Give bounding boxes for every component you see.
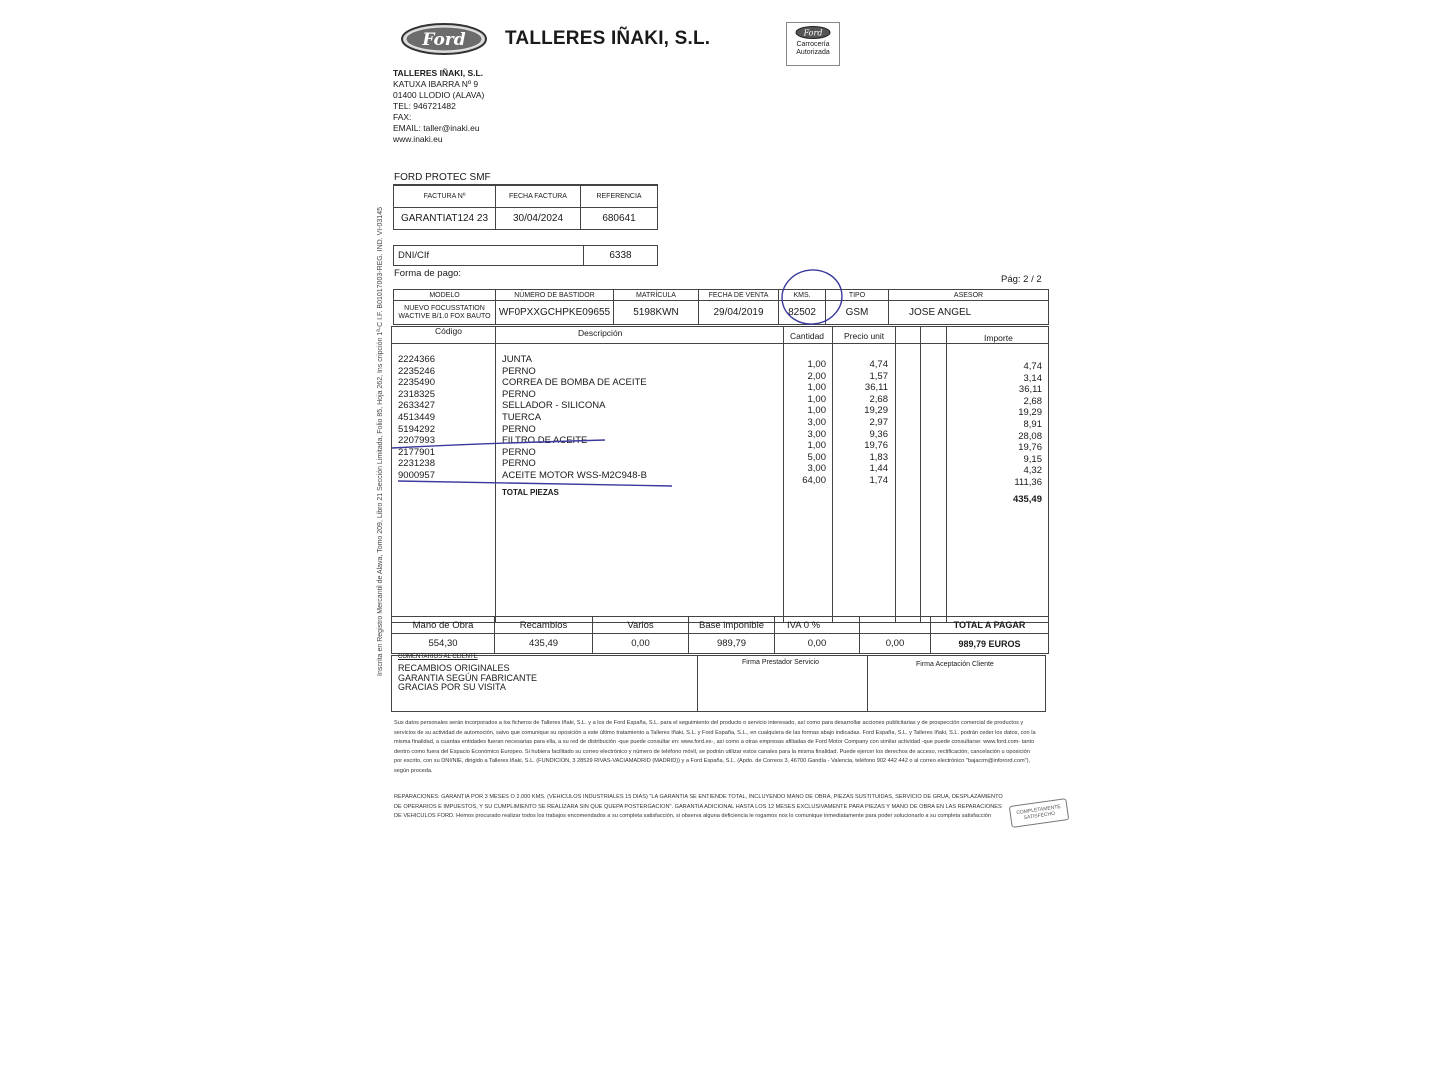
ford-badge-icon xyxy=(795,26,831,39)
badge-line1: Carrocería xyxy=(796,41,830,48)
item-code: 2231238 xyxy=(398,458,435,470)
svg-text:Ford: Ford xyxy=(803,28,823,38)
sign-divider xyxy=(697,655,698,712)
item-amount: 2,68 xyxy=(1023,395,1042,407)
item-price: 2,68 xyxy=(869,393,888,405)
item-code: 2633427 xyxy=(398,400,435,412)
recambios-value: 435,49 xyxy=(495,634,593,654)
item-description: CORREA DE BOMBA DE ACEITE xyxy=(502,377,647,389)
ford-logo-text: Ford xyxy=(422,30,466,50)
item-amount: 9,15 xyxy=(1023,453,1042,465)
items-amounts xyxy=(980,361,1042,489)
item-description: PERNO xyxy=(502,423,536,435)
item-description: TUERCA xyxy=(502,411,542,423)
item-quantity: 3,00 xyxy=(807,416,826,428)
item-price: 1,44 xyxy=(869,463,888,475)
item-price: 19,29 xyxy=(864,405,888,417)
item-amount: 19,76 xyxy=(1018,442,1042,454)
vehicle-header: ASESOR xyxy=(889,290,1049,301)
vehicle-vin: WF0PXXGCHPKE09655 xyxy=(496,301,614,325)
sign-divider xyxy=(867,655,868,712)
col-divider xyxy=(832,326,833,623)
item-amount: 8,91 xyxy=(1023,418,1042,430)
company-tel: TEL: 946721482 xyxy=(393,101,456,111)
vehicle-advisor: JOSE ANGEL xyxy=(889,301,1049,325)
company-email: EMAIL: taller@inaki.eu xyxy=(393,123,480,133)
firma-cliente: Firma Aceptación Cliente xyxy=(916,661,994,668)
vehicle-header: MATRÍCULA xyxy=(614,290,699,301)
company-city: 01400 LLODIO (ALAVA) xyxy=(393,90,485,100)
total-pagar-value: 989,79 EUROS xyxy=(931,634,1049,654)
item-amount: 3,14 xyxy=(1023,372,1042,384)
badge-line2: Autorizada xyxy=(796,49,830,56)
item-quantity: 1,00 xyxy=(807,393,826,405)
iva-base-value: 0,00 xyxy=(775,634,860,654)
legal-repairs: REPARACIONES: GARANTIA POR 3 MESES O 2.000 KMS. (VEHICULOS INDUSTRIALES 15 DIAS) "LA GARANTIA SE ENTIENDE TOTAL, INCLUYENDO MANO DE OBRA, PIEZAS SUSTITUIDAS, SERVICIO DE GRUA, DESPLAZAMIENTO DE OPERARIOS E IMPUESTOS, Y SU CUMPLIMIENTO SE REALIZARA SIN QUE QUEPA POSTERGACION". GARANTIA ADICIONAL HASTA LOS 12 MESES EXCLUSIVAMENTE PARA PIEZAS Y MANO DE OBRA EN LAS REPARACIONES DE VEHICULOS FORD. Hemos procurado realizar todos los trabajos encomendados a su completa satisfacción, si observa alguna deficiencia le rogamos nos lo comunique inmediatamente para poder solucionarlo a su completa satisfacción xyxy=(394,794,1003,820)
varios-value: 0,00 xyxy=(593,634,689,654)
company-web: www.inaki.eu xyxy=(393,134,443,144)
col-header-precio: Precio unit xyxy=(844,331,885,341)
comments-title: COMENTARIOS AL CLIENTE xyxy=(398,654,478,660)
item-quantity: 64,00 xyxy=(802,474,826,486)
vehicle-model: NUEVO FOCUSSTATION WACTIVE B/1.0 FOX BAUTO xyxy=(394,301,496,325)
vehicle-table xyxy=(393,289,1049,325)
item-description: JUNTA xyxy=(502,354,532,365)
total-pagar-label: TOTAL A PAGAR xyxy=(931,617,1049,634)
vehicle-kms: 82502 xyxy=(779,301,826,325)
item-code: 4513449 xyxy=(398,411,435,423)
dni-label: DNI/CIf xyxy=(394,246,584,266)
comment-line: GRACIAS POR SU VISITA xyxy=(398,682,506,692)
invoice-table xyxy=(393,185,658,230)
items-header-line xyxy=(391,343,1049,344)
total-piezas-value: 435,49 xyxy=(1012,494,1042,505)
iva-cuota-value: 0,00 xyxy=(860,634,931,654)
item-amount: 4,74 xyxy=(1023,361,1042,372)
items-box xyxy=(391,326,1049,623)
item-description: ACEITE MOTOR WSS-M2C948-B xyxy=(502,469,647,481)
dni-table xyxy=(393,245,658,266)
varios-label: Varios xyxy=(593,617,689,634)
mano-obra-value: 554,30 xyxy=(392,634,495,654)
item-price: 19,76 xyxy=(864,440,888,452)
item-price: 9,36 xyxy=(869,428,888,440)
item-quantity: 2,00 xyxy=(807,370,826,382)
item-price: 2,97 xyxy=(869,416,888,428)
item-amount: 111,36 xyxy=(1014,476,1042,488)
vehicle-header: KMS. xyxy=(779,290,826,301)
client-name: FORD PROTEC SMF xyxy=(394,172,491,183)
item-quantity: 3,00 xyxy=(807,428,826,440)
item-quantity: 3,00 xyxy=(807,463,826,475)
vehicle-header: MODELO xyxy=(394,290,496,301)
items-codes xyxy=(398,354,435,482)
item-quantity: 1,00 xyxy=(807,440,826,452)
company-address: KATUXA IBARRA Nº 9 xyxy=(393,79,479,89)
carroceria-badge xyxy=(786,22,840,66)
firma-prestador: Firma Prestador Servicio xyxy=(742,659,820,666)
iva-label: IVA 0 % xyxy=(775,617,860,634)
item-price: 36,11 xyxy=(864,382,888,394)
item-description: PERNO xyxy=(502,458,536,470)
item-code: 2207993 xyxy=(398,435,435,447)
item-code: 9000957 xyxy=(398,469,435,481)
vehicle-header: FECHA DE VENTA xyxy=(699,290,779,301)
company-name: TALLERES IÑAKI, S.L. xyxy=(393,68,484,78)
item-code: 2235246 xyxy=(398,365,435,377)
iva-empty xyxy=(860,617,931,634)
vehicle-plate: 5198KWN xyxy=(614,301,699,325)
total-piezas-label: TOTAL PIEZAS xyxy=(502,488,559,497)
item-description: PERNO xyxy=(502,365,536,377)
invoice-header: REFERENCIA xyxy=(581,186,658,208)
mano-obra-label: Mano de Obra xyxy=(392,617,495,634)
item-code: 2318325 xyxy=(398,388,435,400)
col-divider xyxy=(920,326,921,623)
item-amount: 19,29 xyxy=(1018,407,1042,419)
satisfaction-stamp: COMPLETAMENTE SATISFECHO xyxy=(1009,798,1069,828)
item-amount: 28,08 xyxy=(1018,430,1042,442)
invoice-reference: 680641 xyxy=(581,208,658,230)
dni-value: 6338 xyxy=(584,246,658,266)
ford-logo xyxy=(400,22,488,56)
company-fax: FAX: xyxy=(393,112,412,122)
item-description: FILTRO DE ACEITE xyxy=(502,435,588,447)
col-header-cantidad: Cantidad xyxy=(790,331,825,341)
col-divider xyxy=(495,326,496,623)
item-quantity: 5,00 xyxy=(807,451,826,463)
item-quantity: 1,00 xyxy=(807,382,826,394)
invoice-header: FECHA FACTURA xyxy=(496,186,581,208)
page-number: Pág: 2 / 2 xyxy=(1001,274,1042,285)
col-divider xyxy=(946,326,947,623)
invoice-header: FACTURA Nº xyxy=(394,186,496,208)
item-price: 1,83 xyxy=(869,451,888,463)
item-code: 2224366 xyxy=(398,354,435,365)
item-code: 2177901 xyxy=(398,446,435,458)
item-code: 2235490 xyxy=(398,377,435,389)
item-amount: 4,32 xyxy=(1023,465,1042,477)
item-price: 1,57 xyxy=(869,370,888,382)
comment-line: GARANTIA SEGÚN FABRICANTE xyxy=(398,672,538,683)
totals-table xyxy=(391,616,1049,654)
legal-privacy: Sus datos personales serán incorporados a los ficheros de Talleres Iñaki, S.L. y a los de Ford España, S.L. para el seguimiento del producto o servicio interesado, así como para desarrollar acciones publicitarias y de prospección comercial de productos y servicios de su actividad de automoción, salvo que comunique su oposición a este último tratamiento a Talleres Iñaki, S.L. y Ford España, S.L., en cualquiera de las formas abajo indicadas. Ford España, S.L. y Talleres Iñaki, S.L. podrán ceder los datos, con la misma finalidad, a cuantas entidades fueran necesarias para ella, a su red de distribución -que puede consultar en: www.ford.es-, así como a otras empresas afiliadas de Ford Motor Company con similar actividad -que puede consultarse: www.ford.com- tanto dentro como fuera del Espacio Económico Europeo. Si hubiera facilitado su correo electrónico y número de teléfono móvil, se podrán utilizar estos canales para la misma finalidad. Puede ejercer los derechos de acceso, rectificación, cancelación u oposición por escrito, con su DNI/NIE, dirigido a Talleres Iñaki, S.L. (FUNDICION, 3 28529 RIVAS-VACIAMADRID (MADRID)) y a Ford España, S.L. (Apdo. de Correos 3, 46700 Gandía - Valencia, teléfono 902 442 442 o al correo electrónico "bajacrm@inforord.com"), según proceda. xyxy=(394,720,1036,774)
vehicle-sale-date: 29/04/2019 xyxy=(699,301,779,325)
forma-pago: Forma de pago: xyxy=(394,268,462,279)
item-price: 1,74 xyxy=(869,474,888,486)
vehicle-header: TIPO xyxy=(826,290,889,301)
recambios-label: Recambios xyxy=(495,617,593,634)
items-descriptions xyxy=(502,354,647,482)
items-quantities xyxy=(780,359,826,487)
company-info xyxy=(393,68,484,145)
col-divider xyxy=(895,326,896,623)
comments-text xyxy=(398,664,537,693)
invoice-date: 30/04/2024 xyxy=(496,208,581,230)
base-value: 989,79 xyxy=(689,634,775,654)
item-quantity: 1,00 xyxy=(807,405,826,417)
item-amount: 36,11 xyxy=(1018,384,1042,396)
col-header-codigo: Código xyxy=(435,326,462,336)
items-prices xyxy=(838,359,888,487)
side-registry-text: Inscrita en Registro Mercantil de Alava, Tomo 209, Libro 21 Sección Limitada, Folio 85, Hoja 262, Ins cripción 1ª-C I.F. B01017003-REG. IND. VI-03145 xyxy=(377,207,384,676)
col-header-importe: Importe xyxy=(984,333,1013,343)
item-code: 5194292 xyxy=(398,423,435,435)
item-price: 4,74 xyxy=(869,359,888,370)
vehicle-type: GSM xyxy=(826,301,889,325)
base-label: Base imponible xyxy=(689,617,775,634)
item-description: PERNO xyxy=(502,446,536,458)
item-description: SELLADOR - SILICONA xyxy=(502,400,606,412)
comment-line: RECAMBIOS ORIGINALES xyxy=(398,663,510,673)
item-quantity: 1,00 xyxy=(807,359,826,370)
invoice-number: GARANTIAT124 23 xyxy=(394,208,496,230)
item-description: PERNO xyxy=(502,388,536,400)
vehicle-header: NÚMERO DE BASTIDOR xyxy=(496,290,614,301)
col-header-descripcion: Descripción xyxy=(578,328,623,338)
header-title: TALLERES IÑAKI, S.L. xyxy=(505,28,711,49)
